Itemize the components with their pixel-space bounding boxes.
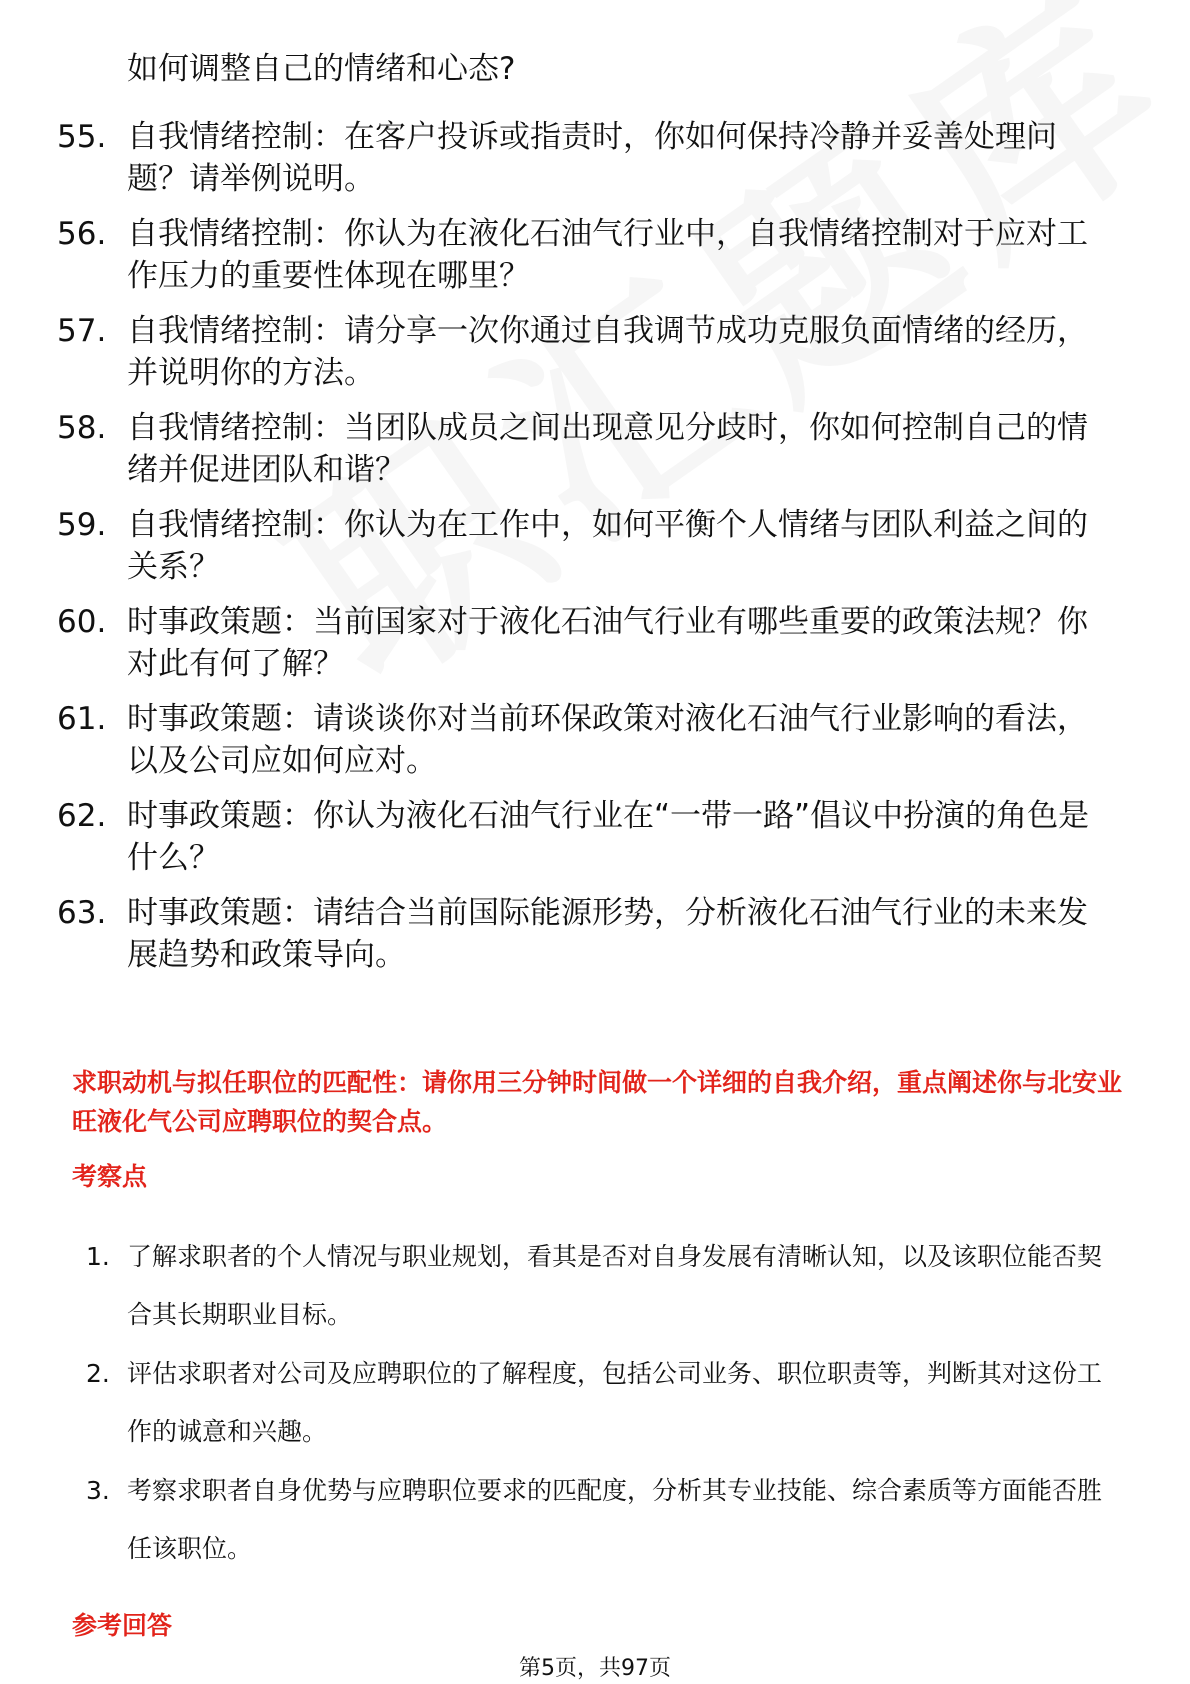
- assessment-points-title: 考察点: [72, 1162, 148, 1191]
- question-number: 58.: [57, 410, 107, 446]
- question-item-63: [0, 884, 1190, 981]
- question-item-60: [0, 593, 1190, 690]
- point-text: 了解求职者的个人情况与职业规划，看其是否对自身发展有清晰认知，以及该职位能否契合其长期职业目标。: [127, 1242, 1103, 1329]
- question-continuation: 如何调整自己的情绪和心态?: [127, 51, 516, 87]
- question-number: 62.: [57, 798, 107, 834]
- question-item-55: [0, 108, 1190, 205]
- question-text: 自我情绪控制：当团队成员之间出现意见分歧时，你如何控制自己的情绪并促进团队和谐？: [127, 410, 1088, 488]
- question-number: 60.: [57, 604, 107, 640]
- question-item-59: [0, 496, 1190, 593]
- assessment-point-3: [0, 1462, 1190, 1579]
- question-item-62: [0, 787, 1190, 884]
- question-text: 自我情绪控制：在客户投诉或指责时，你如何保持冷静并妥善处理问题？请举例说明。: [127, 119, 1057, 197]
- point-number: 3.: [86, 1476, 110, 1505]
- question-item-58: [0, 399, 1190, 496]
- question-text: 时事政策题：你认为液化石油气行业在“一带一路”倡议中扮演的角色是什么？: [127, 798, 1090, 876]
- question-item-56: [0, 205, 1190, 302]
- assessment-points-list: [0, 1228, 1190, 1579]
- point-text: 评估求职者对公司及应聘职位的了解程度，包括公司业务、职位职责等，判断其对这份工作的诚意和兴趣。: [127, 1359, 1103, 1446]
- assessment-point-1: [0, 1228, 1190, 1345]
- question-number: 59.: [57, 507, 107, 543]
- question-text: 自我情绪控制：你认为在液化石油气行业中，自我情绪控制对于应对工作压力的重要性体现在哪里？: [127, 216, 1088, 294]
- question-number: 55.: [57, 119, 107, 155]
- question-number: 61.: [57, 701, 107, 737]
- question-text: 自我情绪控制：请分享一次你通过自我调节成功克服负面情绪的经历，并说明你的方法。: [127, 313, 1088, 391]
- assessment-point-2: [0, 1345, 1190, 1462]
- question-text: 时事政策题：请谈谈你对当前环保政策对液化石油气行业影响的看法，以及公司应如何应对。: [127, 701, 1088, 779]
- question-list: [0, 108, 1190, 981]
- question-text: 时事政策题：当前国家对于液化石油气行业有哪些重要的政策法规？你对此有何了解？: [127, 604, 1088, 682]
- question-number: 63.: [57, 895, 107, 931]
- question-item-61: [0, 690, 1190, 787]
- question-text: 自我情绪控制：你认为在工作中，如何平衡个人情绪与团队利益之间的关系？: [127, 507, 1088, 585]
- point-text: 考察求职者自身优势与应聘职位要求的匹配度，分析其专业技能、综合素质等方面能否胜任该职位。: [127, 1476, 1103, 1563]
- highlight-question: 求职动机与拟任职位的匹配性：请你用三分钟时间做一个详细的自我介绍，重点阐述你与北安业旺液化气公司应聘职位的契合点。: [72, 1068, 1123, 1136]
- question-number: 57.: [57, 313, 107, 349]
- point-number: 1.: [86, 1242, 110, 1271]
- point-number: 2.: [86, 1359, 110, 1388]
- question-number: 56.: [57, 216, 107, 252]
- question-text: 时事政策题：请结合当前国际能源形势，分析液化石油气行业的未来发展趋势和政策导向。: [127, 895, 1088, 973]
- question-item-57: [0, 302, 1190, 399]
- page-footer: 第5页，共97页: [519, 1656, 671, 1681]
- reference-answer-title: 参考回答: [72, 1611, 173, 1640]
